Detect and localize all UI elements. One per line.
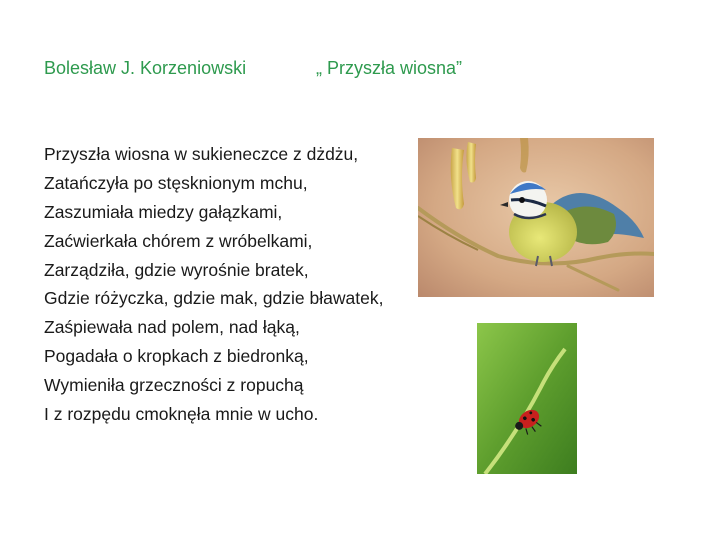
- poem-line: Gdzie różyczka, gdzie mak, gdzie bławatek,: [44, 288, 384, 309]
- poem-line: I z rozpędu cmoknęła mnie w ucho.: [44, 404, 319, 425]
- poem-text: [44, 140, 383, 429]
- photo-background: [477, 323, 577, 474]
- poem-line: Przyszła wiosna w sukieneczce z dżdżu,: [44, 144, 359, 164]
- poem-line: Zaszumiała miedzy gałązkami,: [44, 201, 283, 222]
- ladybird-photo: [477, 323, 577, 474]
- poem-line: Pogadała o kropkach z biedronką,: [44, 346, 309, 367]
- author-name: Bolesław J. Korzeniowski: [44, 58, 247, 78]
- poem-line: Zaśpiewała nad polem, nad łąką,: [44, 317, 300, 338]
- poem-title: „ Przyszła wiosna”: [316, 58, 463, 78]
- poem-line: Zarządziła, gdzie wyrośnie bratek,: [44, 259, 309, 280]
- poem-line: Zaćwierkała chórem z wróbelkami,: [44, 230, 313, 251]
- poem-line: Zatańczyła po stęsknionym mchu,: [44, 172, 308, 193]
- blue-tit-photo: [418, 138, 654, 297]
- poem-line: Wymieniła grzeczności z ropuchą: [44, 375, 304, 396]
